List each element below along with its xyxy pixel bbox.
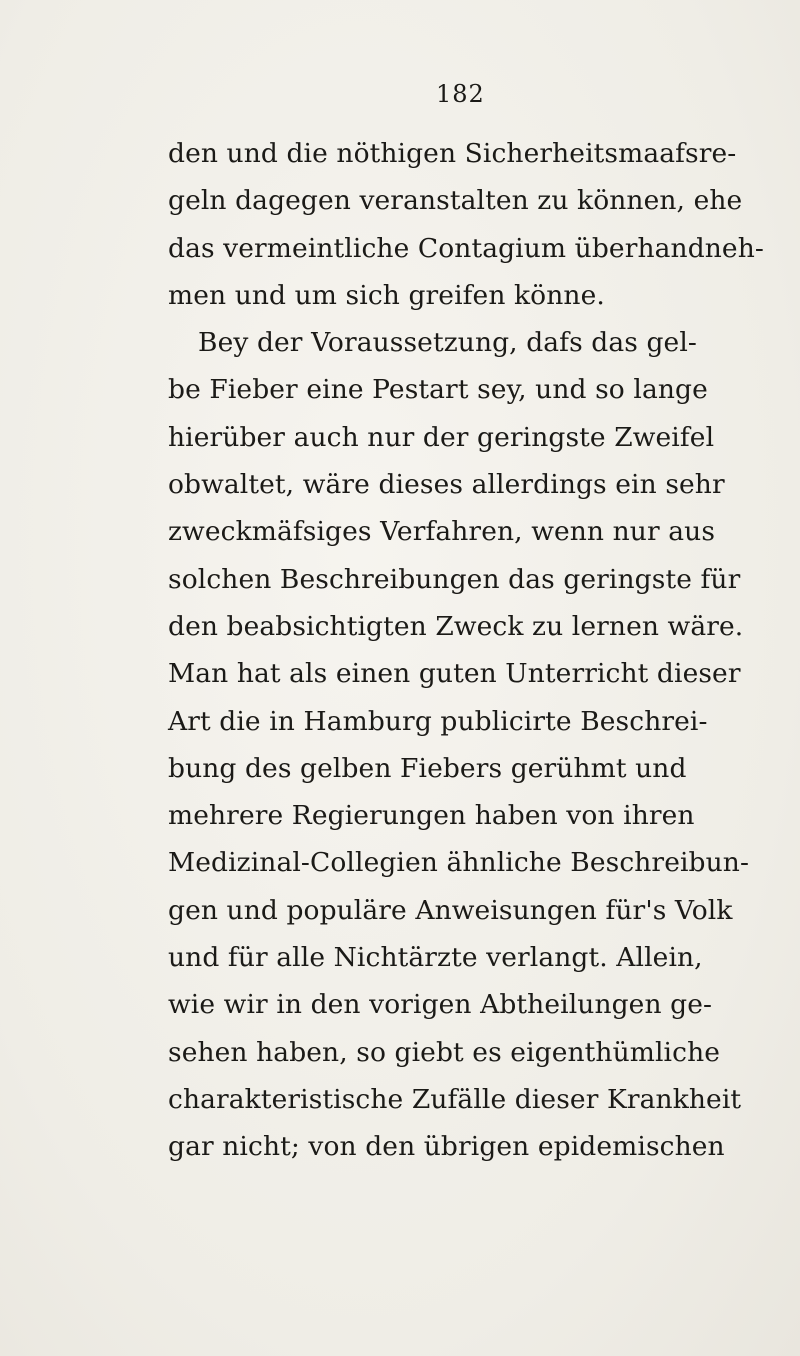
text-line: gen und populäre Anweisungen für's Volk <box>168 894 733 926</box>
text-line: men und um sich greifen könne. <box>168 279 605 311</box>
text-line: sehen haben, so giebt es eigenthümliche <box>168 1036 721 1068</box>
text-line: den beabsichtigten Zweck zu lernen wäre. <box>168 610 744 642</box>
text-line: solchen Beschreibungen das geringste für <box>168 563 741 595</box>
text-line: be Fieber eine Pestart sey, und so lange <box>168 374 708 406</box>
text-line: charakteristische Zufälle dieser Krankheit <box>168 1083 742 1115</box>
text-line: bung des gelben Fiebers gerühmt und <box>168 752 687 784</box>
page-number: 182 <box>436 80 485 108</box>
text-line: wie wir in den vorigen Abtheilungen ge- <box>168 989 713 1021</box>
text-line: mehrere Regierungen haben von ihren <box>168 800 695 832</box>
text-line: Medizinal-Collegien ähnliche Beschreibun- <box>168 847 750 879</box>
body-text <box>168 130 788 1171</box>
text-line: Bey der Voraussetzung, dafs das gel- <box>198 327 697 359</box>
text-line: das vermeintliche Contagium überhandneh- <box>168 232 764 264</box>
text-line: obwaltet, wäre dieses allerdings ein sehr <box>168 469 725 501</box>
text-line: Art die in Hamburg publicirte Beschrei- <box>168 705 708 737</box>
text-line: gar nicht; von den übrigen epidemischen <box>168 1131 725 1163</box>
text-line: Man hat als einen guten Unterricht dieser <box>168 658 741 690</box>
text-line: zweckmäfsiges Verfahren, wenn nur aus <box>168 516 716 548</box>
text-line: und für alle Nichtärzte verlangt. Allein, <box>168 942 703 974</box>
text-line: hierüber auch nur der geringste Zweifel <box>168 421 715 453</box>
text-line: geln dagegen veranstalten zu können, ehe <box>168 185 743 217</box>
text-line: den und die nöthigen Sicherheitsmaafsre- <box>168 138 737 169</box>
